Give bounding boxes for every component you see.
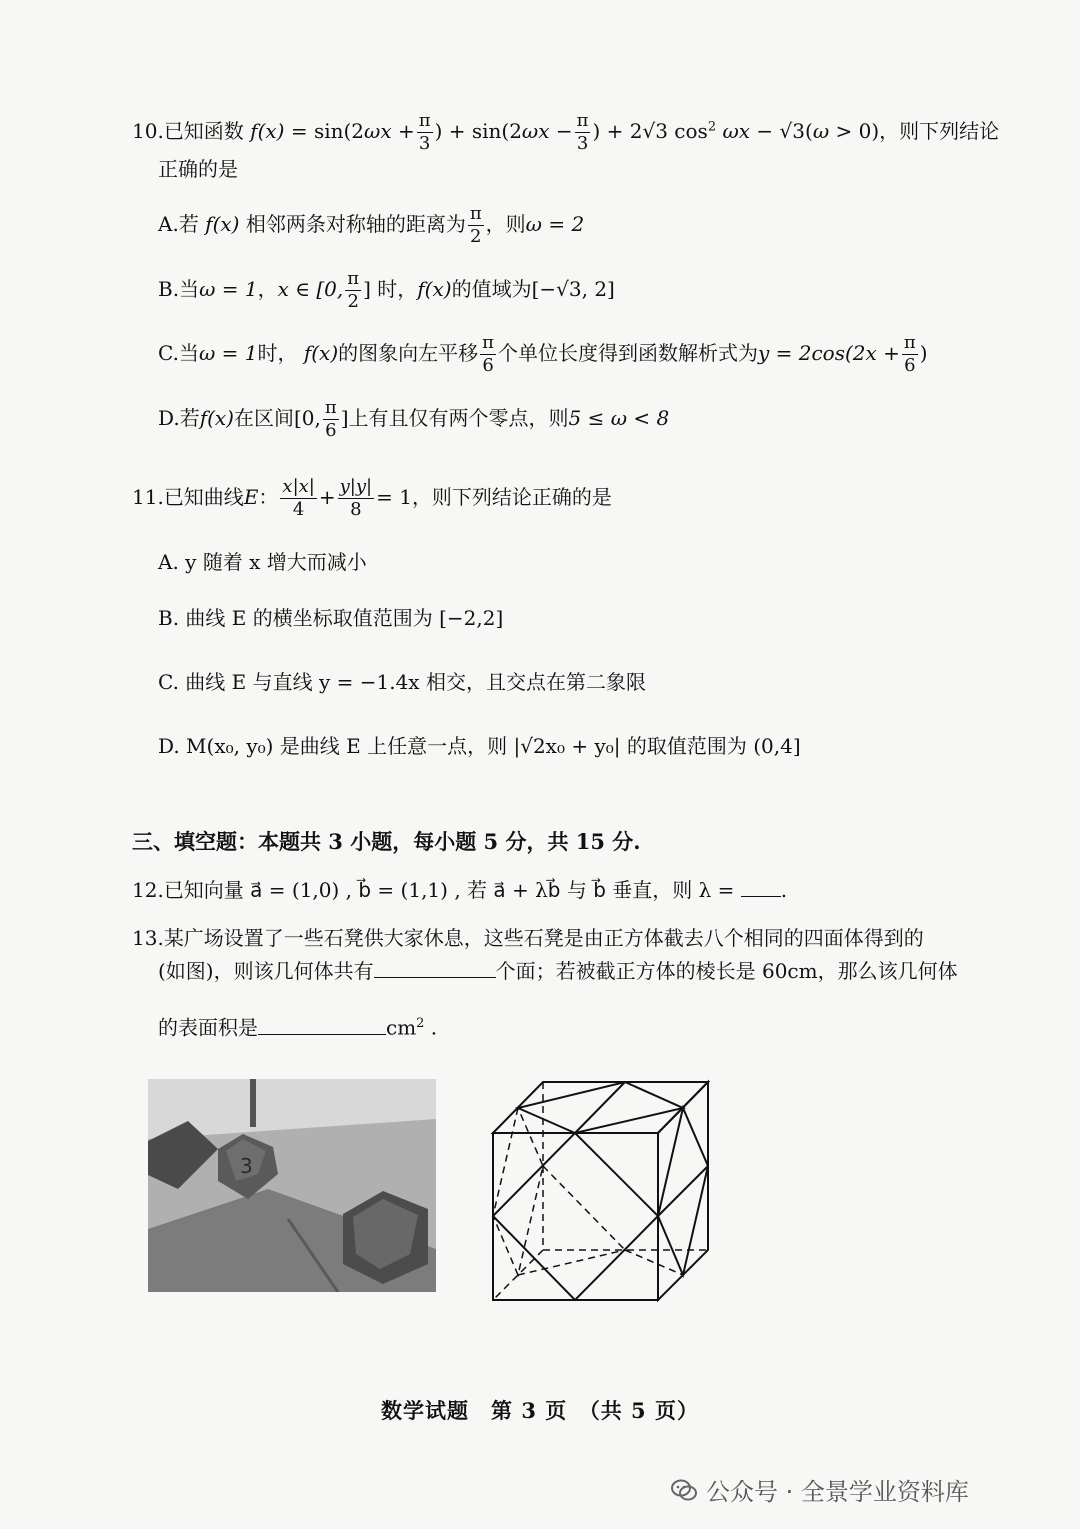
- wechat-icon: [670, 1476, 698, 1504]
- q10-prefix: 已知函数: [163, 119, 244, 143]
- q10-option-b: B.当ω = 1，x ∈ [0, $\frac{\pi}{2}$ ] 时，f(x)的值域为[−√3, 2]: [158, 268, 615, 312]
- q11-stem: 11.已知曲线E： $\frac{x|x|}{4}$ + $\frac{y|y|}{8}$ = 1，则下列结论正确的是: [132, 476, 612, 520]
- q10-stem: [132, 110, 999, 155]
- q13-line2: (如图)，则该几何体共有 个面；若被截正方体的棱长是 60cm，那么该几何体: [158, 959, 958, 983]
- q11-option-d: D. M(x₀, y₀) 是曲线 E 上任意一点，则 |√2x₀ + y₀| 的取值范围为 (0,4]: [158, 734, 801, 758]
- stone-stools-photo: [148, 1079, 436, 1292]
- q13-line3: 的表面积是 $cm^2$ .: [158, 1015, 438, 1040]
- stone-number-3: 3: [240, 1154, 253, 1178]
- cuboctahedron-diagram: [488, 1078, 710, 1303]
- page-footer: 数学试题 第 3 页 （共 5 页）: [381, 1398, 699, 1423]
- q13-area-blank: [258, 1016, 386, 1035]
- watermark: [670, 1472, 969, 1507]
- q10-continuation: 正确的是: [158, 157, 238, 181]
- q10-option-a: A.若 f(x) 相邻两条对称轴的距离为 $\frac{\pi}{2}$ ，则ω = 2: [158, 203, 585, 247]
- q10-option-d: D.若f(x)在区间[0, $\frac{\pi}{6}$ ]上有且仅有两个零点，则5 ≤ ω < 8: [158, 397, 670, 441]
- q10-formula: = sin(2ωx +: [290, 119, 415, 143]
- q10-option-c: C.当ω = 1时， f(x)的图象向左平移 $\frac{\pi}{6}$ 个单位长度得到函数解析式为y = 2cos(2x + $\frac{\pi}{6}$ ): [158, 332, 928, 376]
- q11-option-c: C. 曲线 E 与直线 y = −1.4x 相交，且交点在第二象限: [158, 670, 646, 694]
- q10-tail: ，则下列结论: [879, 119, 1000, 143]
- q11-frac-x: $\frac{x|x|}{4}$: [282, 476, 315, 520]
- q10-frac-pi-3a: $\frac{\pi}{3}$: [418, 110, 431, 154]
- q10-formula-2: ) + sin(2ωx −: [434, 119, 573, 143]
- q12-answer-blank: [741, 878, 781, 897]
- section-3-heading: 三、填空题：本题共 3 小题，每小题 5 分，共 15 分.: [132, 829, 641, 854]
- q11-option-a: A. y 随着 x 增大而减小: [158, 550, 367, 574]
- q13-faces-blank: [374, 959, 496, 978]
- q10-formula-3: ) + 2√3 $\cos^2 \omega x - √3(\omega > 0)$: [592, 119, 880, 143]
- q13-line1: 13.某广场设置了一些石凳供大家休息，这些石凳是由正方体截去八个相同的四面体得到的: [132, 926, 924, 950]
- q12-stem: 12.已知向量 a⃗ = (1,0) , b⃗ = (1,1) , 若 a⃗ + λb⃗ 与 b⃗ 垂直，则 λ = .: [132, 878, 788, 902]
- q10-fx: f(x): [250, 119, 285, 143]
- q10-frac-pi-3b: $\frac{\pi}{3}$: [576, 110, 589, 154]
- q11-option-b: B. 曲线 E 的横坐标取值范围为 [−2,2]: [158, 606, 504, 630]
- q10-number: 10.: [132, 119, 164, 143]
- watermark-text: 公众号 · 全景学业资料库: [706, 1478, 969, 1506]
- q11-frac-y: $\frac{y|y|}{8}$: [339, 476, 373, 520]
